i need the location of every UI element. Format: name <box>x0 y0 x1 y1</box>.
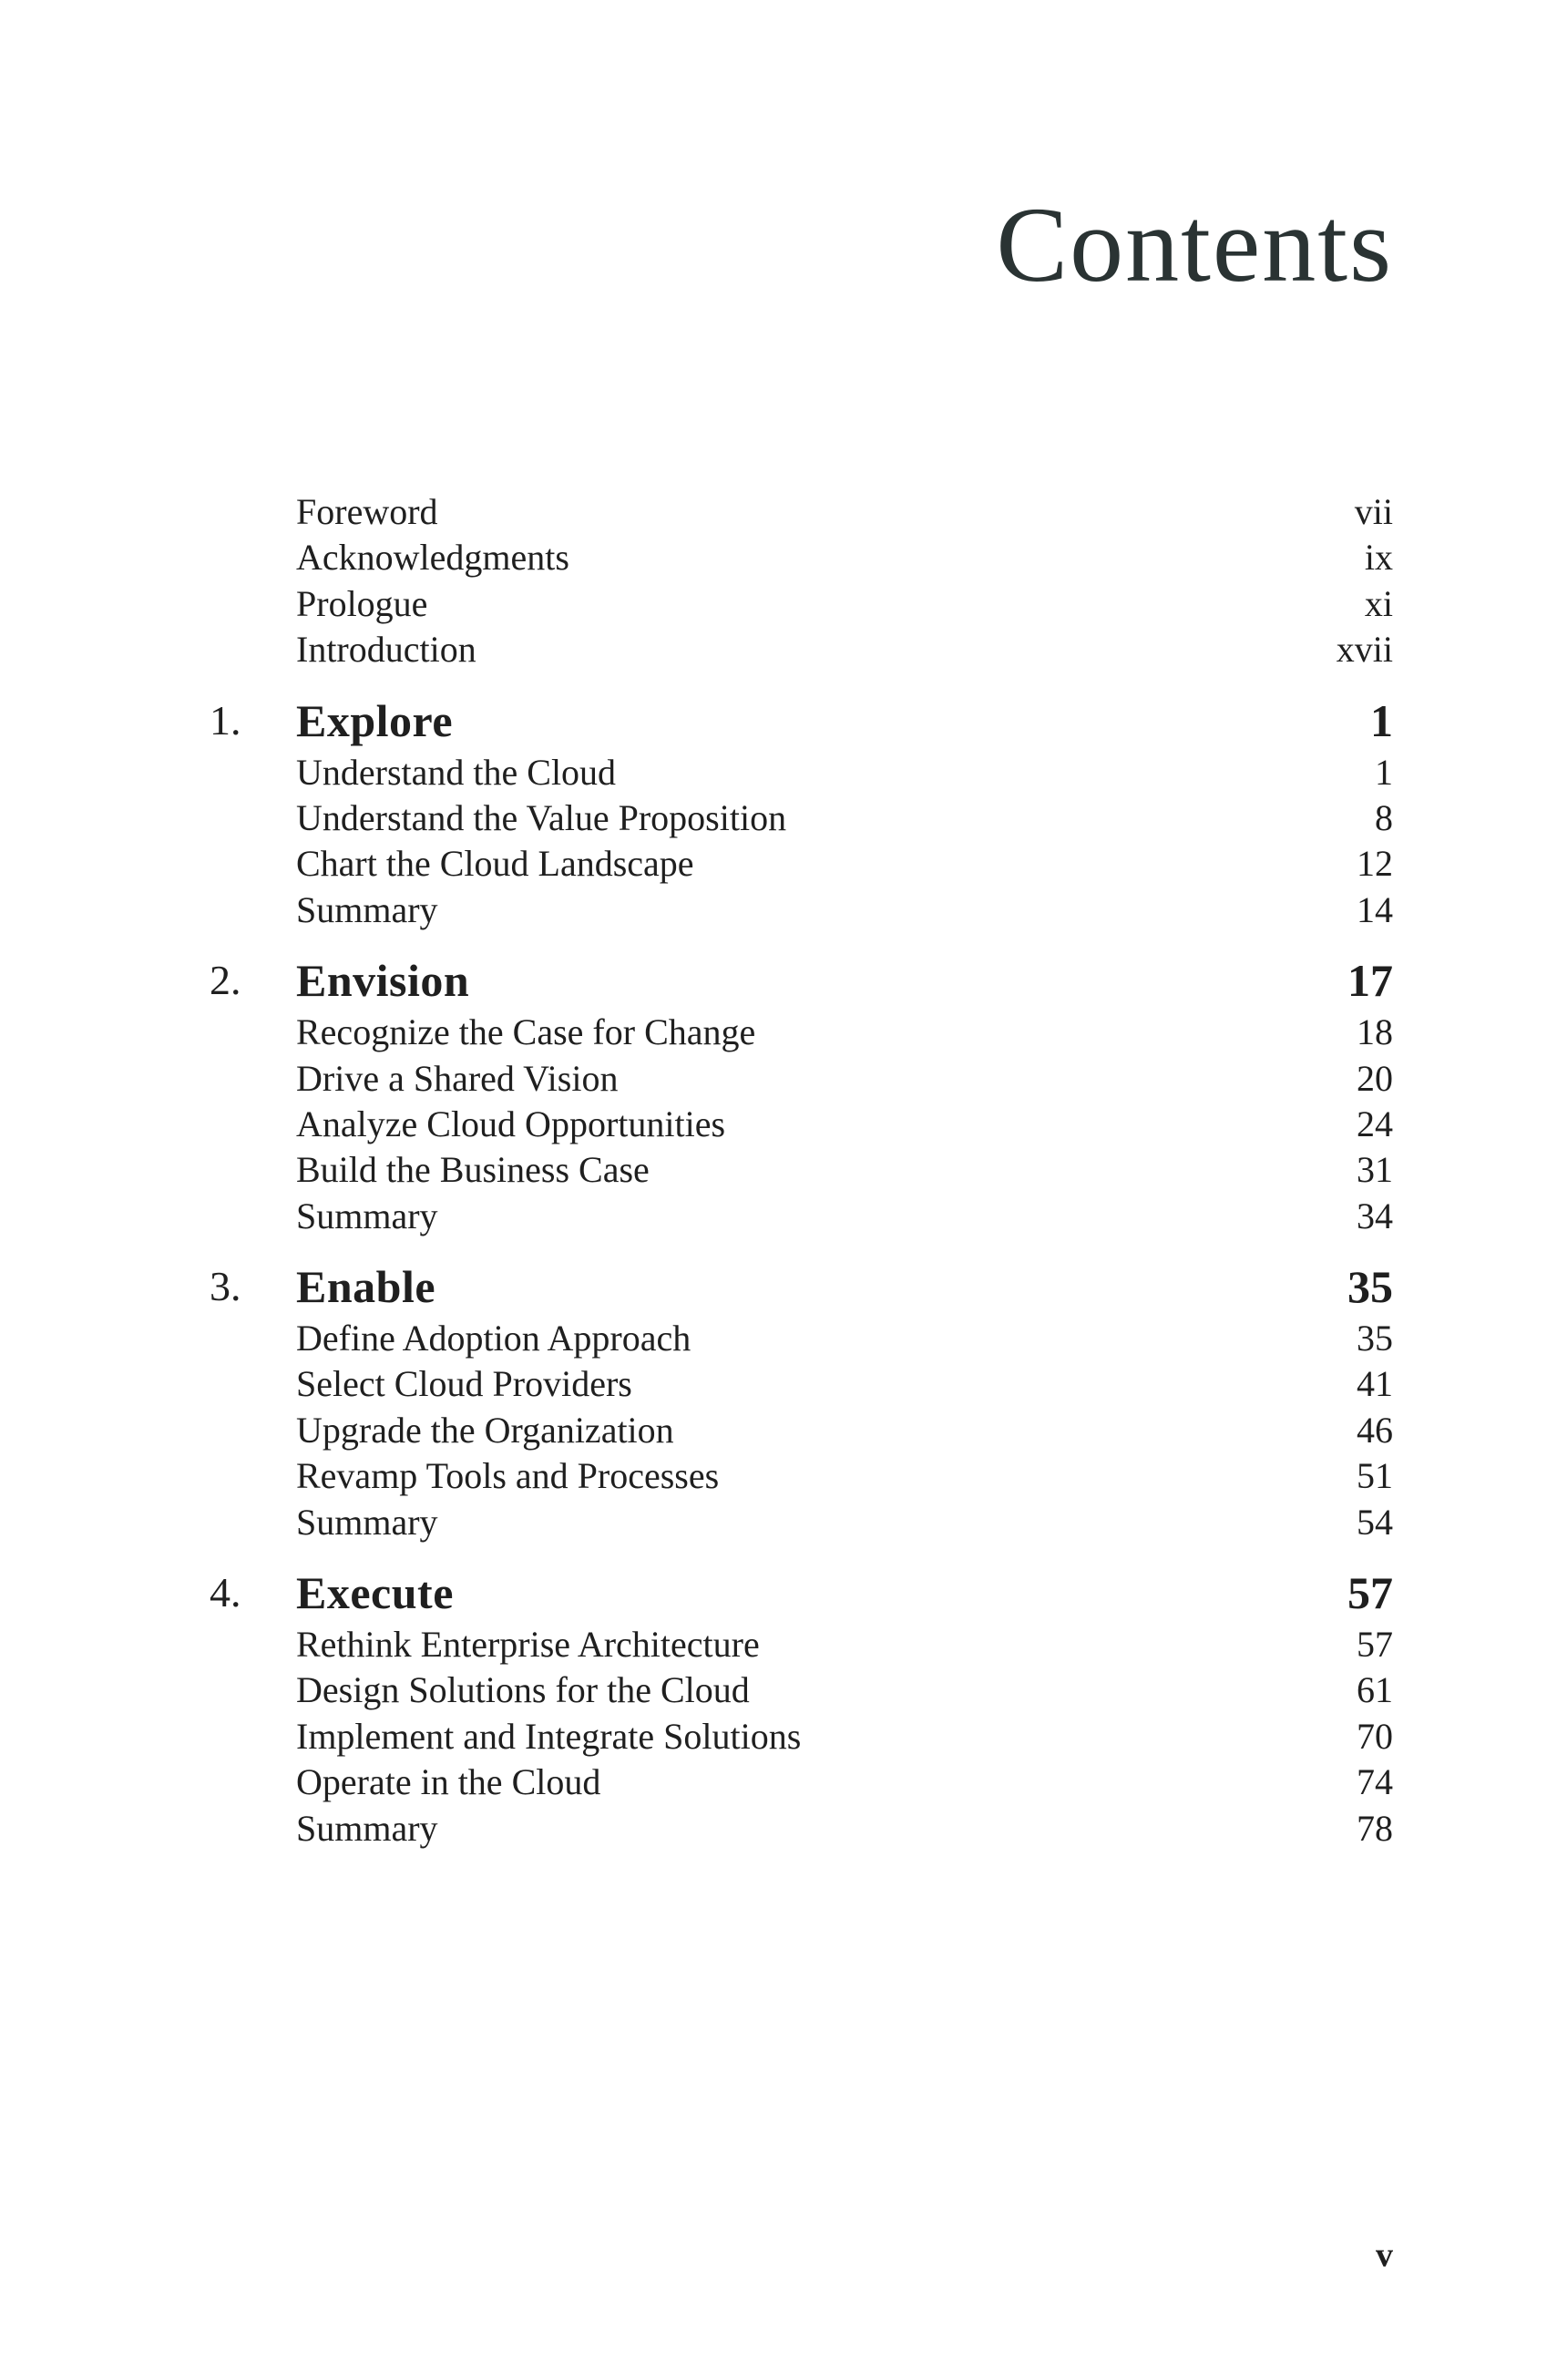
table-of-contents <box>0 489 1557 1852</box>
chapter-title: Enable <box>296 1261 436 1313</box>
chapter-block <box>0 692 1557 934</box>
toc-entry-label: Chart the Cloud Landscape <box>296 843 694 885</box>
toc-entry-page: 54 <box>1357 1501 1393 1543</box>
toc-entry <box>0 1056 1557 1102</box>
chapter-number: 1. <box>210 696 241 744</box>
toc-entry-page: vii <box>1354 491 1393 532</box>
toc-entry-label: Summary <box>296 888 438 930</box>
toc-entry <box>0 1622 1557 1667</box>
toc-entry-label: Acknowledgments <box>296 537 569 579</box>
toc-entry <box>0 1453 1557 1499</box>
chapter-heading <box>0 1257 1557 1316</box>
toc-entry <box>0 887 1557 933</box>
toc-entry <box>0 1806 1557 1852</box>
toc-entry <box>0 1102 1557 1147</box>
front-matter-list <box>0 489 1557 673</box>
chapter-page: 17 <box>1347 955 1393 1007</box>
toc-entry <box>0 1010 1557 1055</box>
toc-entry <box>0 1759 1557 1805</box>
toc-entry-page: 14 <box>1357 888 1393 930</box>
toc-entry-page: 24 <box>1357 1103 1393 1144</box>
chapter-number: 4. <box>210 1569 241 1616</box>
toc-entry-page: xvii <box>1336 629 1393 671</box>
toc-entry-page: 12 <box>1357 843 1393 885</box>
toc-entry-page: 8 <box>1375 796 1393 838</box>
toc-entry-page: 70 <box>1357 1715 1393 1757</box>
toc-entry <box>0 489 1557 535</box>
toc-entry-label: Summary <box>296 1195 438 1236</box>
toc-entry-page: 34 <box>1357 1195 1393 1236</box>
toc-entry <box>0 841 1557 887</box>
toc-entry-page: 74 <box>1357 1761 1393 1803</box>
toc-entry <box>0 1667 1557 1713</box>
toc-entry-label: Implement and Integrate Solutions <box>296 1715 802 1757</box>
toc-entry <box>0 1500 1557 1545</box>
toc-entry-page: 78 <box>1357 1807 1393 1849</box>
toc-entry <box>0 1361 1557 1407</box>
chapter-title: Explore <box>296 694 454 746</box>
chapter-title: Envision <box>296 955 470 1007</box>
toc-entry <box>0 1408 1557 1453</box>
chapter-block <box>0 1257 1557 1545</box>
chapter-heading <box>0 692 1557 750</box>
toc-entry-page: 46 <box>1357 1409 1393 1451</box>
toc-entry-page: 20 <box>1357 1057 1393 1099</box>
toc-entry-label: Recognize the Case for Change <box>296 1011 756 1053</box>
chapter-page: 57 <box>1347 1567 1393 1619</box>
chapter-number: 2. <box>210 957 241 1004</box>
toc-entry <box>0 1194 1557 1239</box>
toc-entry-label: Prologue <box>296 582 428 624</box>
chapter-heading <box>0 1564 1557 1622</box>
toc-entry-label: Build the Business Case <box>296 1149 650 1191</box>
toc-entry <box>0 1316 1557 1361</box>
toc-entry-label: Drive a Shared Vision <box>296 1057 619 1099</box>
chapter-number: 3. <box>210 1263 241 1310</box>
toc-entry-label: Revamp Tools and Processes <box>296 1455 720 1497</box>
toc-entry-label: Define Adoption Approach <box>296 1318 691 1359</box>
toc-entry-label: Understand the Cloud <box>296 751 617 793</box>
toc-entry-label: Upgrade the Organization <box>296 1409 674 1451</box>
toc-entry-page: 1 <box>1375 751 1393 793</box>
toc-entry-label: Summary <box>296 1501 438 1543</box>
toc-entry-page: 61 <box>1357 1669 1393 1711</box>
toc-entry-page: 57 <box>1357 1624 1393 1666</box>
toc-entry-label: Rethink Enterprise Architecture <box>296 1624 760 1666</box>
toc-entry <box>0 1147 1557 1193</box>
chapter-heading <box>0 951 1557 1010</box>
toc-entry-label: Select Cloud Providers <box>296 1363 632 1405</box>
toc-entry <box>0 750 1557 795</box>
toc-entry <box>0 535 1557 580</box>
chapter-block <box>0 951 1557 1239</box>
toc-entry-page: 31 <box>1357 1149 1393 1191</box>
chapter-block <box>0 1564 1557 1852</box>
page-title: Contents <box>996 185 1393 304</box>
chapter-title: Execute <box>296 1567 454 1619</box>
toc-entry <box>0 581 1557 627</box>
toc-entry-label: Design Solutions for the Cloud <box>296 1669 750 1711</box>
toc-entry-label: Understand the Value Proposition <box>296 796 787 838</box>
toc-entry-page: 41 <box>1357 1363 1393 1405</box>
toc-entry-label: Analyze Cloud Opportunities <box>296 1103 726 1144</box>
toc-entry-label: Foreword <box>296 491 438 532</box>
chapter-page: 35 <box>1347 1261 1393 1313</box>
toc-entry-label: Summary <box>296 1807 438 1849</box>
toc-entry <box>0 795 1557 841</box>
toc-entry-page: 35 <box>1357 1318 1393 1359</box>
page-number: v <box>1376 2236 1393 2274</box>
toc-entry-page: 51 <box>1357 1455 1393 1497</box>
toc-entry-label: Introduction <box>296 629 476 671</box>
toc-entry <box>0 627 1557 672</box>
toc-entry <box>0 1714 1557 1759</box>
toc-entry-page: ix <box>1364 537 1393 579</box>
toc-entry-page: 18 <box>1357 1011 1393 1053</box>
toc-entry-label: Operate in the Cloud <box>296 1761 601 1803</box>
toc-entry-page: xi <box>1364 582 1393 624</box>
chapter-page: 1 <box>1370 694 1393 746</box>
